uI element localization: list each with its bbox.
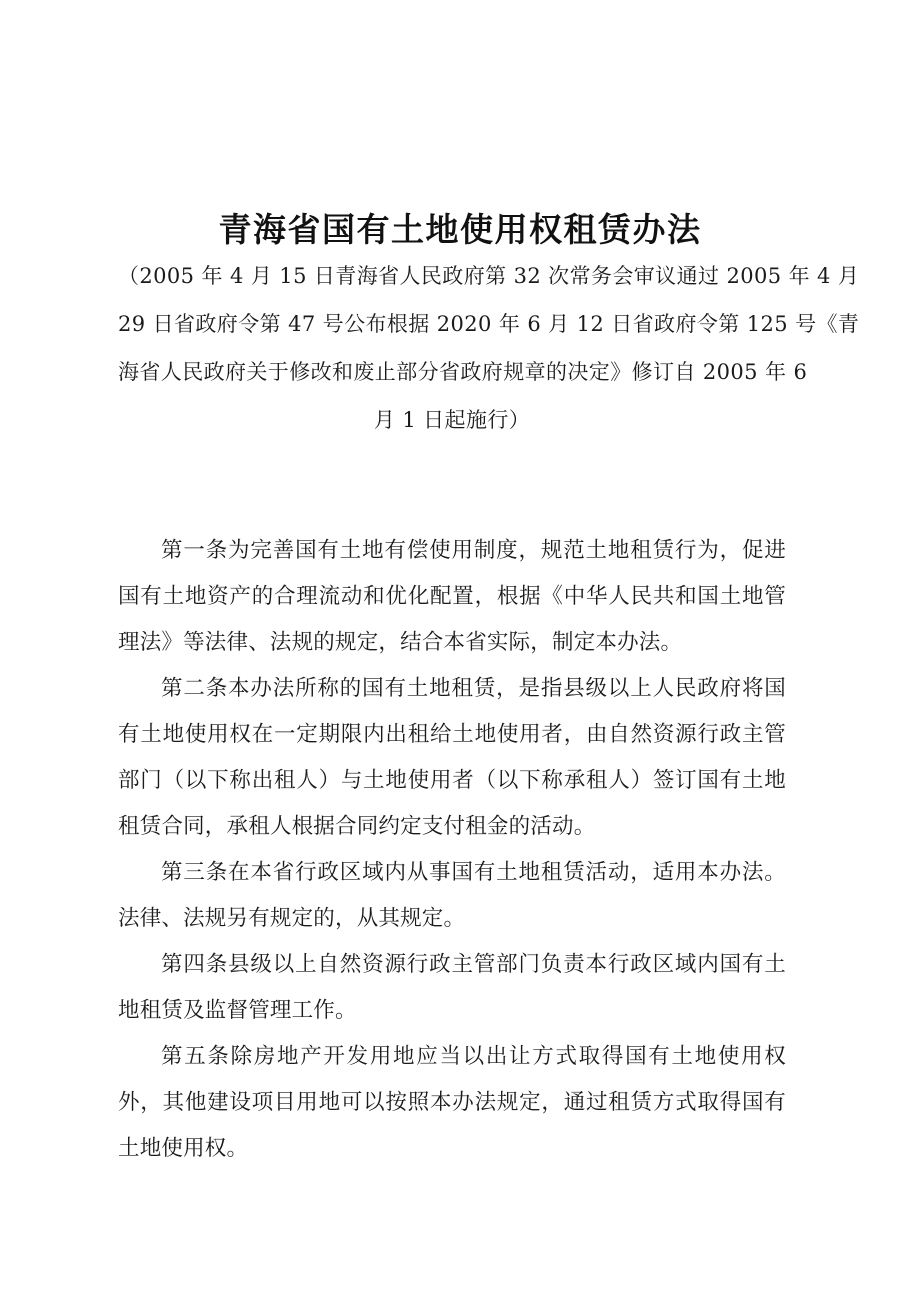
document-body	[118, 528, 786, 1172]
preamble-line-2: 29 日省政府令第 47 号公布根据 2020 年 6 月 12 日省政府令第 125 号《青	[118, 312, 860, 336]
article-3: 第三条在本省行政区域内从事国有土地租赁活动，适用本办法。法律、法规另有规定的，从其规定。	[118, 860, 786, 931]
article-4: 第四条县级以上自然资源行政主管部门负责本行政区域内国有土地租赁及监督管理工作。	[118, 952, 786, 1023]
preamble-line-1: （2005 年 4 月 15 日青海省人民政府第 32 次常务会审议通过 2005 年 4 月	[118, 264, 860, 288]
preamble-line-3: 海省人民政府关于修改和废止部分省政府规章的决定》修订自 2005 年 6	[118, 360, 808, 384]
article-2: 第二条本办法所称的国有土地租赁，是指县级以上人民政府将国有土地使用权在一定期限内出租给土地使用者，由自然资源行政主管部门（以下称出租人）与土地使用者（以下称承租人）签订国有土地租赁合同，承租人根据合同约定支付租金的活动。	[118, 676, 786, 839]
article-1: 第一条为完善国有土地有偿使用制度，规范土地租赁行为，促进国有土地资产的合理流动和优化配置，根据《中华人民共和国土地管理法》等法律、法规的规定，结合本省实际，制定本办法。	[118, 538, 786, 655]
preamble-line-4: 月 1 日起施行）	[373, 408, 531, 432]
article-5: 第五条除房地产开发用地应当以出让方式取得国有土地使用权外，其他建设项目用地可以按照本办法规定，通过租赁方式取得国有土地使用权。	[118, 1044, 786, 1161]
preamble-block	[118, 252, 860, 444]
page-title: 青海省国有土地使用权租赁办法	[218, 210, 702, 250]
